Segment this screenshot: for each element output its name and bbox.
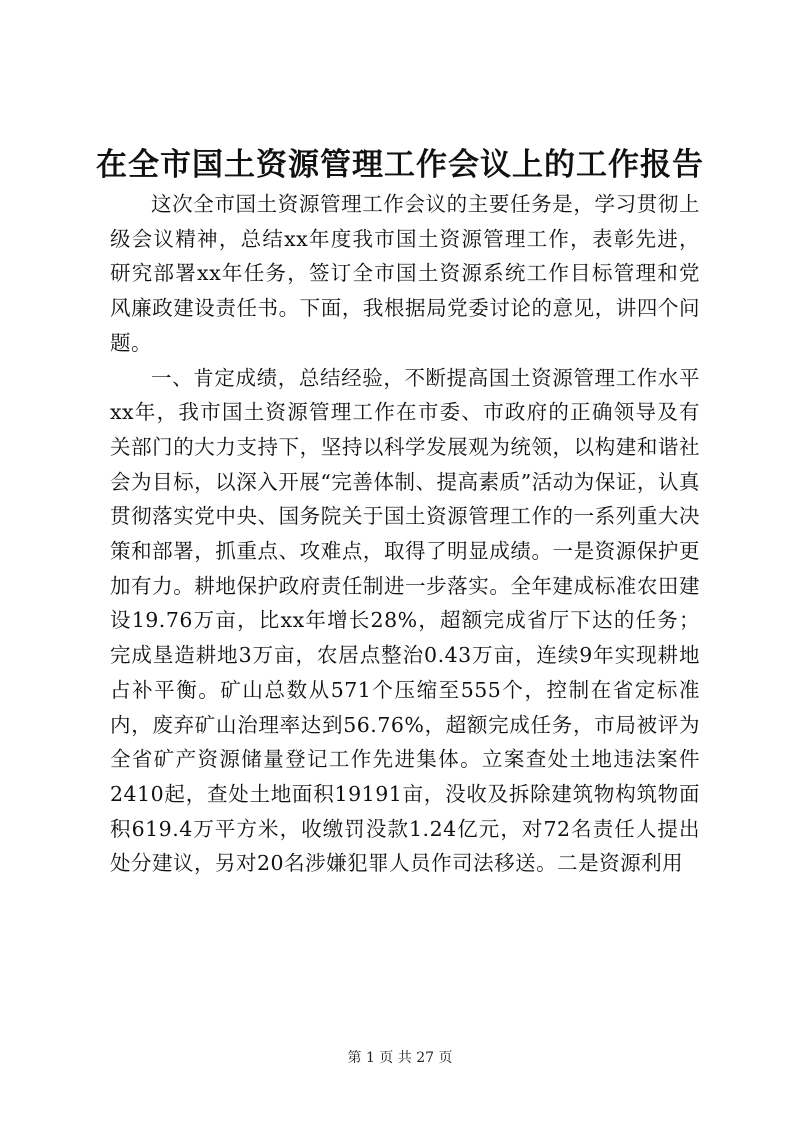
paragraph-section-one: 一、肯定成绩，总结经验，不断提高国土资源管理工作水平xx年，我市国土资源管理工作在市委、市政府的正确领导及有关部门的大力支持下，坚持以科学发展观为统领，以构建和谐社会为目标，以深入开展“完善体制、提高素质”活动为保证，认真贯彻落实党中央、国务院关于国土资源管理工作的一系列重大决策和部署，抓重点、攻难点，取得了明显成绩。一是资源保护更加有力。耕地保护政府责任制进一步落实。全年建成标准农田建设19.76万亩，比xx年增长28%，超额完成省厅下达的任务；完成垦造耕地3万亩，农居点整治0.43万亩，连续9年实现耕地占补平衡。矿山总数从571个压缩至555个，控制在省定标准内，废弃矿山治理率达到56.76%，超额完成任务，市局被评为全省矿产资源储量登记工作先进集体。立案查处土地违法案件2410起，查处土地面积19191亩，没收及拆除建筑物构筑物面积619.4万平方米，收缴罚没款1.24亿元，对72名责任人提出处分建议，另对20名涉嫌犯罪人员作司法移送。二是资源利用 xyxy=(110,365,700,876)
page-number-footer: 第 1 页 共 27 页 xyxy=(347,1050,453,1066)
paragraph-intro: 这次全市国土资源管理工作会议的主要任务是，学习贯彻上级会议精神，总结xx年度我市国土资源管理工作，表彰先进，研究部署xx年任务，签订全市国土资源系统工作目标管理和党风廉政建设责任书。下面，我根据局党委讨论的意见，讲四个问题。 xyxy=(110,192,700,355)
document-body xyxy=(110,187,700,881)
document-title: 在全市国土资源管理工作会议上的工作报告 xyxy=(96,147,704,183)
